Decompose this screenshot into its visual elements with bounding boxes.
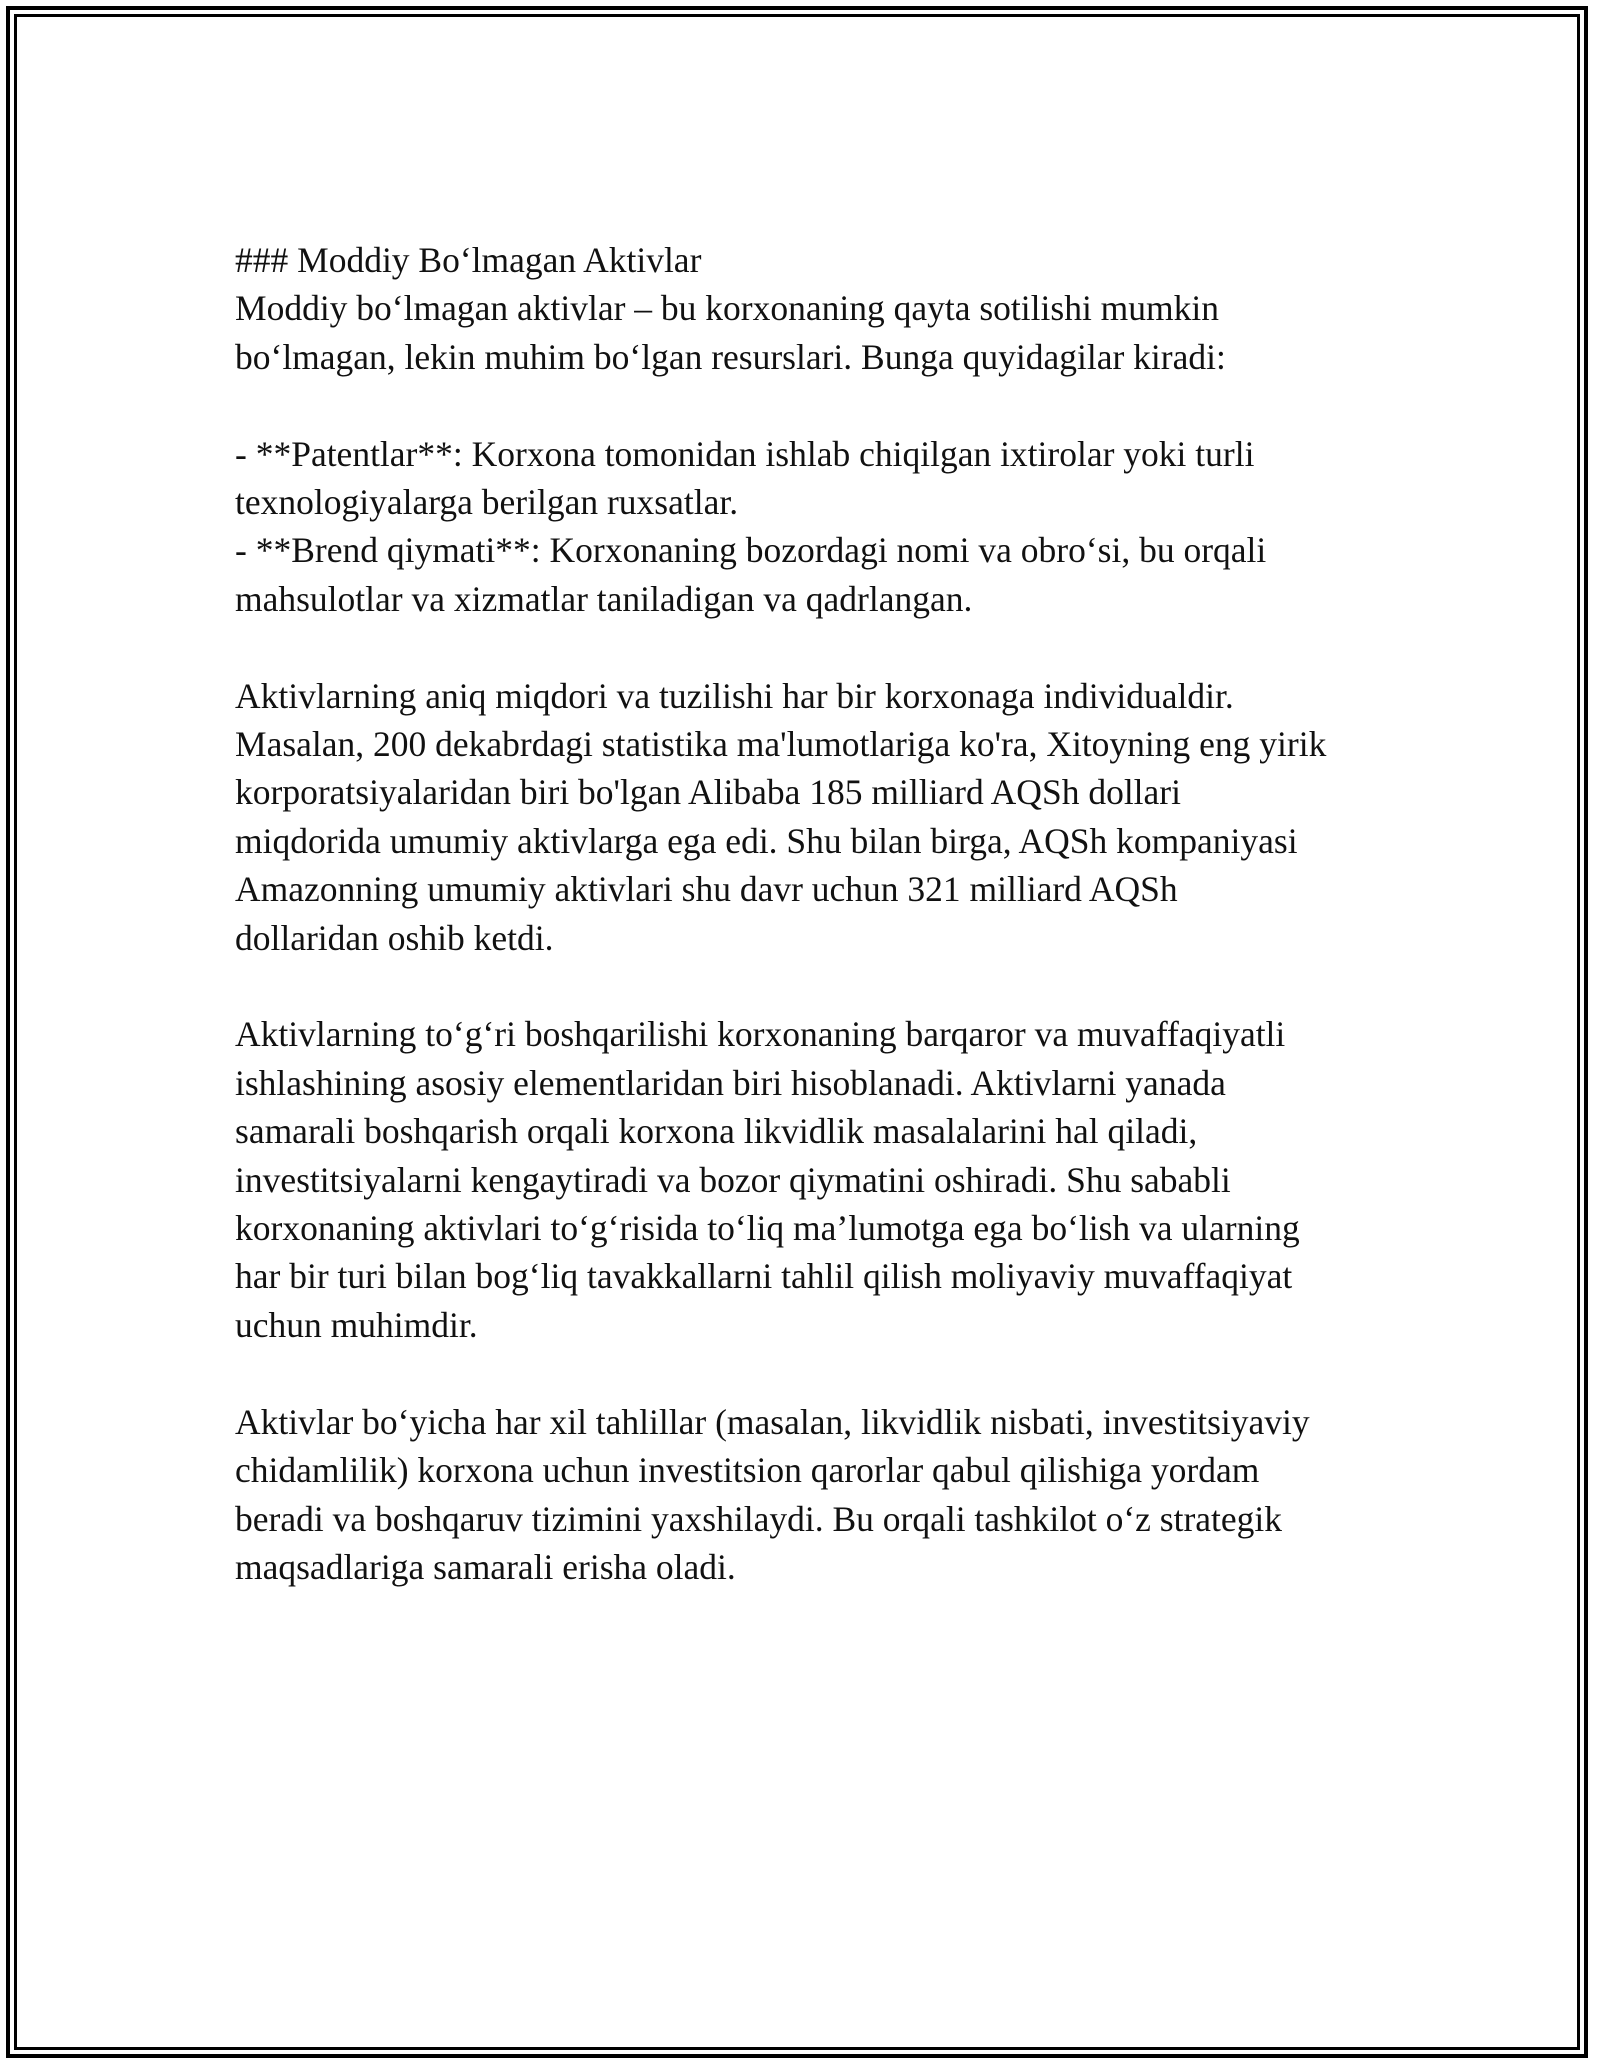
section-heading: ### Moddiy Bo‘lmagan Aktivlar (235, 240, 702, 280)
paragraph-asset-management: Aktivlarning to‘g‘ri boshqarilishi korxonaning barqaror va muvaffaqiyatli ishlashining asosiy elementlaridan biri hisoblanadi. Aktivlarni yanada samarali boshqarish orqali korxona likvidlik masalalarini hal qiladi, investitsiyalarni kengaytiradi va bozor qiymatini oshiradi. Shu sababli korxonaning aktivlari to‘g‘risida to‘liq ma’lumotga ega bo‘lish va ularning har bir turi bilan bog‘liq tavakkallarni tahlil qilish moliyaviy muvaffaqiyat uchun muhimdir. (235, 1014, 1300, 1345)
document-body (235, 236, 1385, 1591)
spacer (235, 1349, 1385, 1397)
spacer (235, 623, 1385, 671)
spacer (235, 381, 1385, 429)
intro-paragraph: Moddiy bo‘lmagan aktivlar – bu korxonaning qayta sotilishi mumkin bo‘lmagan, lekin muhim bo‘lgan resurslari. Bunga quyidagilar kiradi: (235, 288, 1226, 377)
spacer (235, 962, 1385, 1010)
list-item-patents: - **Patentlar**: Korxona tomonidan ishlab chiqilgan ixtirolar yoki turli texnologiyalarga berilgan ruxsatlar. (235, 433, 1255, 523)
paragraph-asset-examples: Aktivlarning aniq miqdori va tuzilishi har bir korxonaga individualdir. Masalan, 200 dekabrdagi statistika ma'lumotlariga ko'ra, Xitoyning eng yirik korporatsiyalaridan biri bo'lgan Alibaba 185 milliard AQSh dollari miqdorida umumiy aktivlarga ega edi. Shu bilan birga, AQSh kompaniyasi Amazonning umumiy aktivlari shu davr uchun 321 milliard AQSh dollaridan oshib ketdi. (235, 675, 1327, 958)
list-item-brand-value: - **Brend qiymati**: Korxonaning bozordagi nomi va obro‘si, bu orqali mahsulotlar va xizmatlar taniladigan va qadrlangan. (235, 530, 1267, 619)
paragraph-asset-analysis: Aktivlar bo‘yicha har xil tahlillar (masalan, likvidlik nisbati, investitsiyaviy chidamlilik) korxona uchun investitsion qarorlar qabul qilishiga yordam beradi va boshqaruv tizimini yaxshilaydi. Bu orqali tashkilot o‘z strategik maqsadlariga samarali erisha oladi. (235, 1401, 1310, 1587)
